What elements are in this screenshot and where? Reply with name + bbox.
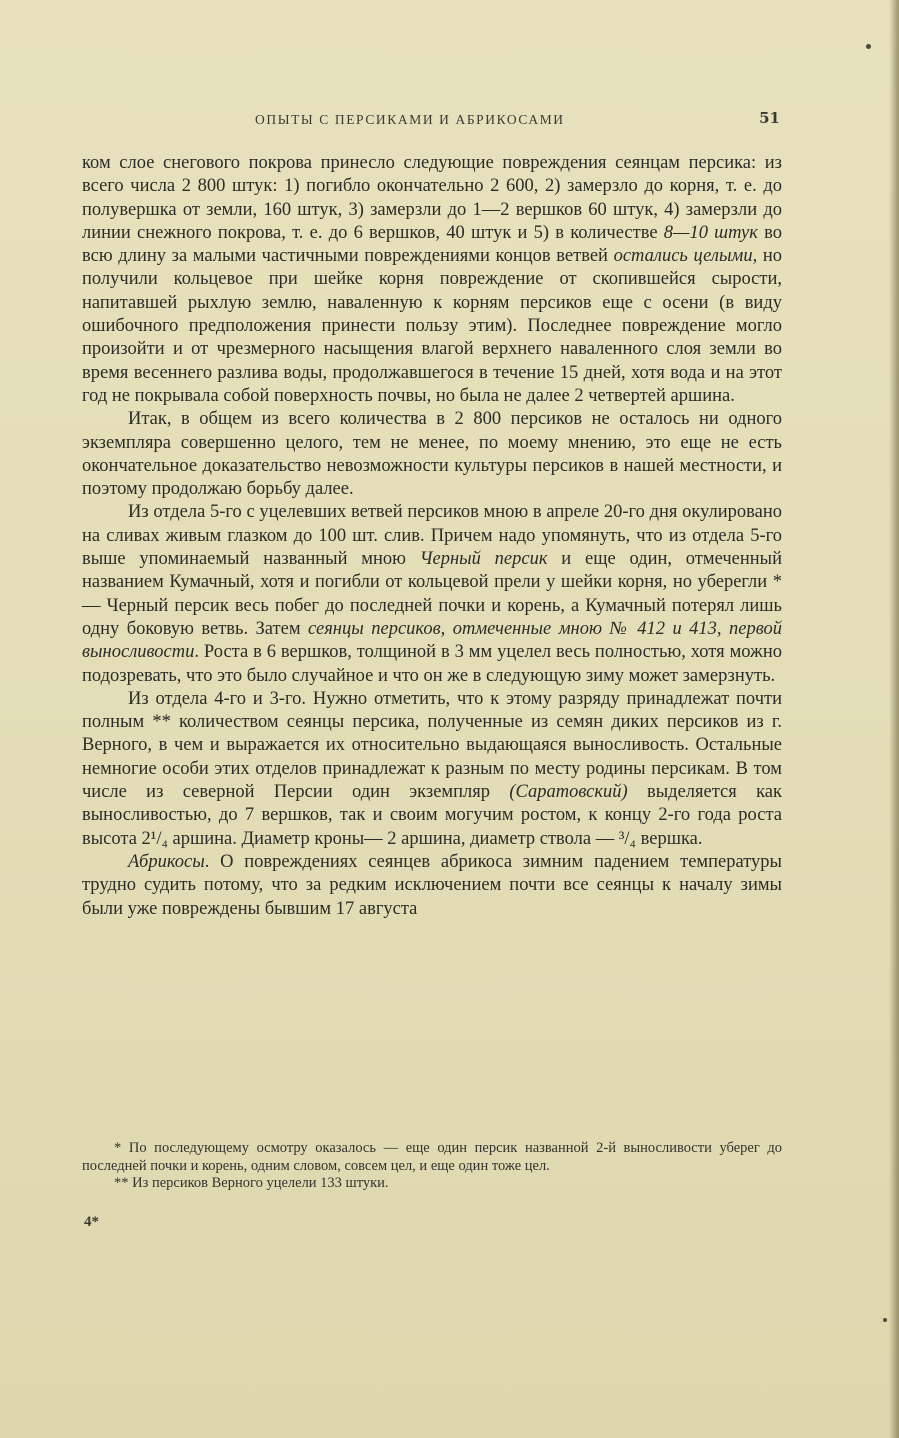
paragraph-1 xyxy=(82,152,782,408)
running-head-title: ОПЫТЫ С ПЕРСИКАМИ И АБРИКОСАМИ xyxy=(255,112,565,127)
body-text xyxy=(82,152,782,921)
page-number: 51 xyxy=(759,109,780,127)
text-run: Итак, в общем из всего количества в 2 800 персиков не осталось ни одного экземпляра совершенно целого, тем не менее, по моему мнению, это еще не есть окончательное доказательство невозможности культуры персиков в нашей местности, и поэтому продолжаю борьбу далее. xyxy=(82,409,782,500)
italic-run: остались целыми xyxy=(613,246,753,267)
running-head xyxy=(80,109,780,134)
text-run: ком слое снегового покрова принесло следующие повреждения сеянцам персика: из всего числа 2 800 штук: 1) погибло окончательно 2 600, 2) замерзло до корня, т. е. до полувершка от земли, 160 штук, 3) замерзли до 1—2 вершков 60 штук, 4) замерзли до линии снежного покрова, т. е. до 6 вершков, 40 штук и 5) в количестве xyxy=(82,153,782,243)
paragraph-4 xyxy=(82,688,782,851)
italic-run: сеянцы персиков, отмеченные мною № 412 и 413, первой выносливости xyxy=(82,618,783,663)
text-run: . О повреждениях сеянцев абрикоса зимним падением температуры трудно судить потому, что за редким исключением почти все сеянцы к началу зимы были уже повреждены бывшим 17 августа xyxy=(82,851,782,919)
italic-run: (Саратовский) xyxy=(509,782,628,803)
text-run: . Роста в 6 вершков, толщиной в 3 мм уцелел весь полностью, хотя можно подозревать, что это было случайное и что он же в следующую зиму может замерзнуть. xyxy=(82,642,782,686)
footnote-2: ** Из персиков Верного уцелели 133 штуки. xyxy=(114,1175,389,1191)
text-run: Из отдела 4-го и 3-го. Нужно отметить, что к этому разряду принадлежат почти полным ** количеством сеянцы персика, полученные из семян диких персиков из г. Верного, в чем и выражается их относительно выдающаяся выносливость. Остальные немногие особи этих отделов принадлежат к разным по месту родины персикам. В том числе из северной Персии один экземпляр xyxy=(82,688,782,803)
signature-mark: 4* xyxy=(84,1214,99,1230)
text-run: , но получили кольцевое при шейке корня повреждение от скопившейся сырости, напитавшей рыхлую землю, наваленную к корням персиков еще с осени (в виду ошибочного предположения принести пользу этим). Последнее повреждение могло произойти и от чрезмерного насыщения влагой верхнего наваленного слоя земли во время весеннего разлива воды, продолжавшегося в течение 15 дней, хотя вода и на этот год не покрывала собой поверхность почвы, но была не далее 2 четвертей аршина. xyxy=(82,246,782,406)
text-run: и еще один, отмеченный названием Кумачный, хотя и погибли от кольцевой прели у шейки корня, но уберегли * — Черный персик весь побег до последней почки и корень, а Кумачный потерял лишь одну боковую ветвь. Затем xyxy=(82,549,782,639)
footnotes xyxy=(82,1140,782,1193)
text-run: Из отдела 5-го с уцелевших ветвей персиков мною в апреле 20-го дня окулировано на сливах живым глазком до 100 шт. слив. Причем надо упомянуть, что из отдела 5-го выше упоминаемый названный мною xyxy=(82,502,782,570)
text-run: выделяется как выносливостью, до 7 вершков, так и своим могучим ростом, к концу 2-го года роста высота 2¹/₄ аршина. Диаметр кроны— 2 аршина, диаметр ствола — ³/₄ вершка. xyxy=(82,782,782,849)
page-edge-shadow xyxy=(889,0,899,1438)
italic-run: 8—10 штук xyxy=(663,222,758,243)
italic-run: Черный персик xyxy=(419,549,548,570)
text-run: во всю длину за малыми частичными повреждениями концов ветвей xyxy=(82,222,782,267)
footnote-1: * По последующему осмотру оказалось — еще один персик названной 2-й выносливости уберег до последней почки и корень, одним словом, совсем цел, и еще один тоже цел. xyxy=(82,1140,782,1174)
paragraph-2 xyxy=(82,408,782,501)
speck xyxy=(866,44,871,49)
paragraph-3 xyxy=(82,501,782,687)
speck xyxy=(883,1318,887,1322)
paragraph-5 xyxy=(82,851,782,921)
italic-run: Абрикосы xyxy=(128,851,205,872)
